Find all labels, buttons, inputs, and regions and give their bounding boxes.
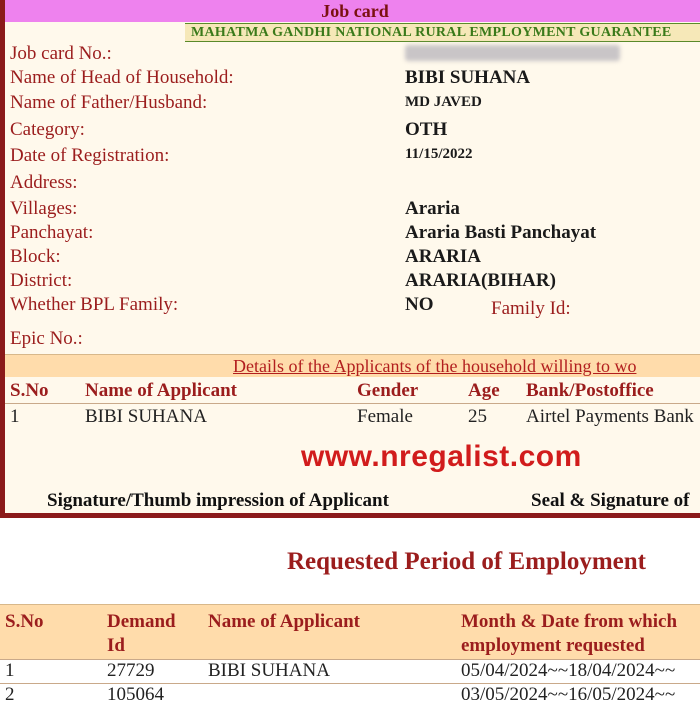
registration-value: 11/15/2022 [405, 146, 473, 162]
col-bank: Bank/Postoffice [526, 380, 654, 401]
req-col-month: Month & Date from which [461, 611, 678, 632]
panchayat-label: Panchayat: [10, 222, 94, 243]
applicant-age: 25 [468, 406, 487, 427]
seal-signature-label: Seal & Signature of [531, 490, 690, 511]
villages-value: Araria [405, 198, 460, 219]
bpl-value: NO [405, 294, 434, 315]
req-col-applicant: Name of Applicant [208, 611, 360, 632]
req-col-month-2: employment requested [461, 635, 645, 656]
applicants-caption-bar [5, 354, 700, 377]
requested-table-header [0, 604, 700, 660]
req-row-sno: 2 [5, 684, 15, 705]
applicant-name: BIBI SUHANA [85, 406, 207, 427]
job-card-no-redacted [405, 45, 620, 61]
father-label: Name of Father/Husband: [10, 92, 208, 113]
villages-label: Villages: [10, 198, 78, 219]
card-title: Job card [5, 0, 700, 22]
address-label: Address: [10, 172, 78, 193]
father-value: MD JAVED [405, 94, 482, 110]
family-id-label: Family Id: [491, 298, 571, 319]
category-label: Category: [10, 119, 85, 140]
col-gender: Gender [357, 380, 419, 401]
scheme-name: MAHATMA GANDHI NATIONAL RURAL EMPLOYMENT GUARANTEE [185, 23, 700, 42]
applicant-bank: Airtel Payments Bank [526, 406, 694, 427]
district-value: ARARIA(BIHAR) [405, 270, 556, 291]
col-sno: S.No [10, 380, 49, 401]
head-label: Name of Head of Household: [10, 67, 234, 88]
applicant-sno: 1 [10, 406, 20, 427]
block-label: Block: [10, 246, 61, 267]
req-row-name: BIBI SUHANA [208, 660, 330, 681]
requested-period-heading: Requested Period of Employment [287, 548, 646, 575]
category-value: OTH [405, 119, 448, 140]
epic-label: Epic No.: [10, 328, 83, 349]
panchayat-value: Araria Basti Panchayat [405, 222, 597, 243]
block-value: ARARIA [405, 246, 481, 267]
req-row-demand-id: 105064 [107, 684, 164, 705]
req-row-period: 05/04/2024~~18/04/2024~~ [461, 660, 676, 681]
table-divider [5, 403, 700, 404]
bpl-label: Whether BPL Family: [10, 294, 179, 315]
req-row-period: 03/05/2024~~16/05/2024~~ [461, 684, 676, 705]
req-col-demand: Demand [107, 611, 176, 632]
req-col-sno: S.No [5, 611, 44, 632]
applicant-gender: Female [357, 406, 413, 427]
registration-label: Date of Registration: [10, 145, 170, 166]
requested-period-table [0, 604, 700, 705]
col-age: Age [468, 380, 500, 401]
req-row-sno: 1 [5, 660, 15, 681]
col-applicant-name: Name of Applicant [85, 380, 237, 401]
req-col-demand-id: Id [107, 635, 125, 656]
applicant-signature-label: Signature/Thumb impression of Applicant [47, 490, 389, 511]
job-card-no-label: Job card No.: [10, 43, 112, 64]
district-label: District: [10, 270, 73, 291]
applicants-caption: Details of the Applicants of the household willing to wo [233, 356, 637, 376]
watermark-url: www.nregalist.com [301, 440, 582, 473]
req-row-demand-id: 27729 [107, 660, 155, 681]
head-value: BIBI SUHANA [405, 67, 531, 88]
